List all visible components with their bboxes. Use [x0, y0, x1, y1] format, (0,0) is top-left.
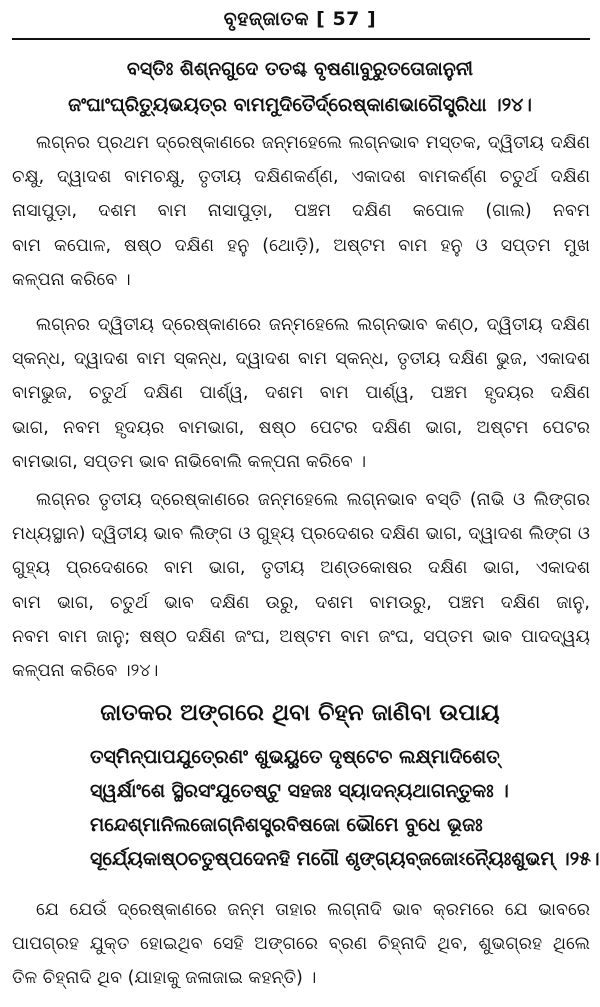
- text-line: ବାମ କପୋଳ, ଷଷ୍ଠ ଦକ୍ଷିଣ ହନୁ (ଥୋଡ଼ି), ଅଷ୍ଟମ ବାମ ହନୁ ଓ ସପ୍ତମ ମୁଖ: [12, 235, 590, 256]
- text-line: କଳ୍ପନା କରିବେ ।୨୪।: [12, 660, 159, 681]
- verse-line: ମନ୍ଦେଶ୍ମାନିଲଜୋଗ୍ନିଶସ୍ତ୍ରବିଷଜୋ ଭୌମେ ବୁଧେ ଭୂଜଃ: [90, 814, 483, 836]
- text-line: ନବମ ବାମ ଜାନୁ; ଷଷ୍ଠ ଦକ୍ଷିଣ ଜଂଘ, ଅଷ୍ଟମ ବାମ ଜଂଘ, ସପ୍ତମ ଭାବ ପାଦଦ୍ୱୟ: [12, 626, 590, 647]
- page-header: [0, 4, 600, 34]
- verse-line: ବସ୍ତିଃ ଶିଶ୍ନଗୁଦେ ତତଶ୍ଚ ବୃଷଣାବୁରୁତତୋଜାନୁନୀ: [126, 58, 474, 80]
- text-line: ଗୁହ୍ୟ ପ୍ରଦେଶରେ ବାମ ଭାଗ, ତୃତୀୟ ଅଣ୍ଡକୋଷର ଦକ୍ଷିଣ ଭାଗ, ଏକାଦଶ: [12, 558, 590, 579]
- verse-line: ଜଂଘାଂଘ୍ରିତ୍ୟୁଭୟତ୍ର ବାମମୁଦିତୈର୍ଦ୍ରେଷ୍କାଣଭାଗୈସ୍ତ୍ରିଧା ।୨୪।: [68, 94, 532, 116]
- header-divider: [12, 38, 590, 40]
- text-line: ତିଳ ଚିହ୍ନାଦି ଥିବ (ଯାହାକୁ ଜଳାଜାଇ କହନ୍ତି) ।: [12, 968, 317, 989]
- text-line: ଯେ ଯେଉଁ ଦ୍ରେଷ୍କାଣରେ ଜନ୍ମ ତାହାର ଲଗ୍ନାଦି ଭାବ କ୍ରମରେ ଯେ ଭାବରେ: [36, 900, 590, 920]
- text-line: ନାସାପୁଡ଼ା, ଦଶମ ବାମ ନାସାପୁଡ଼ା, ପଞ୍ଚମ ଦକ୍ଷିଣ କପୋଳ (ଗାଲ) ନବମ: [12, 201, 590, 222]
- text-line: ସ୍କନ୍ଧ, ଦ୍ୱାଦଶ ବାମ ସ୍କନ୍ଧ, ଦ୍ୱାଦଶ ବାମ ସ୍କନ୍ଧ, ତୃତୀୟ ଦକ୍ଷିଣ ଭୁଜ, ଏକାଦଶ: [12, 349, 590, 370]
- text-line: ବାମ ଭାଗ, ଚତୁର୍ଥ ଭାବ ଦକ୍ଷିଣ ଉରୁ, ଦଶମ ବାମଉରୁ, ପଞ୍ଚମ ଦକ୍ଷିଣ ଜାନୁ,: [12, 592, 590, 613]
- paragraph-2: [12, 308, 590, 479]
- text-line: ଲଗ୍ନର ଦ୍ୱିତୀୟ ଦ୍ରେଷ୍କାଣରେ ଜନ୍ମହେଲେ ଲଗ୍ନଭାବ କଣ୍ଠ, ଦ୍ୱିତୀୟ ଦକ୍ଷିଣ: [36, 315, 590, 335]
- section-heading: ଜାତକର ଅଙ୍ଗରେ ଥିବା ଚିହ୍ନ ଜାଣିବା ଉପାୟ: [100, 700, 500, 726]
- verse-line: ସ୍ୱର୍କ୍ଷାଂଶେ ସ୍ଥିରସଂଯୁତେଷ୍ଟୁ ସହଜଃ ସ୍ୟାଦନ୍ୟଥାଗନ୍ତୁକଃ ।: [90, 780, 509, 802]
- text-line: କଳ୍ପନା କରିବେ ।: [12, 269, 131, 290]
- page-number: [ 57 ]: [316, 8, 377, 30]
- text-line: ବାମଭୁଜ, ଚତୁର୍ଥ ଦକ୍ଷିଣ ପାର୍ଶ୍ୱ, ଦଶମ ବାମ ପାର୍ଶ୍ୱ, ପଞ୍ଚମ ହୃଦୟର ଦକ୍ଷିଣ: [12, 383, 590, 404]
- verse-line: ତସ୍ମିନ୍‌ପାପଯୁତେ୍ରଣଂ ଶୁଭୟୁତେ ଦୃଷ୍ଟେଚ ଲକ୍ଷ୍ମାଦିଶେତ୍: [90, 746, 500, 768]
- text-line: ବାମଭାଗ, ସପ୍ତମ ଭାବ ନାଭିବୋଲି କଳ୍ପନା କରିବେ ।: [12, 451, 367, 472]
- text-line: ଚକ୍ଷୁ, ଦ୍ୱାଦଶ ବାମଚକ୍ଷୁ, ତୃତୀୟ ଦକ୍ଷିଣକର୍ଣ୍ଣ, ଏକାଦଶ ବାମକର୍ଣ୍ଣ ଚତୁର୍ଥ ଦକ୍ଷିଣ: [12, 167, 590, 188]
- text-line: ମଧ୍ୟସ୍ଥାନ) ଦ୍ୱିତୀୟ ଭାବ ଲିଙ୍ଗ ଓ ଗୁହ୍ୟ ପ୍ରଦେଶର ଦକ୍ଷିଣ ଭାଗ, ଦ୍ୱାଦଶ ଲିଙ୍ଗ ଓ: [12, 524, 590, 545]
- text-line: ଭାଗ, ନବମ ହୃଦୟର ବାମଭାଗ, ଷଷ୍ଠ ପେଟର ଦକ୍ଷିଣ ଭାଗ, ଅଷ୍ଟମ ପେଟର: [12, 417, 590, 438]
- book-title: ବୃହଜ୍ଜାତକ: [223, 8, 310, 30]
- text-line: ଲଗ୍ନର ପ୍ରଥମ ଦ୍ରେଷ୍କାଣରେ ଜନ୍ମହେଲେ ଲଗ୍ନଭାବ ମସ୍ତକ, ଦ୍ୱିତୀୟ ଦକ୍ଷିଣ: [36, 133, 590, 153]
- paragraph-4: [12, 893, 590, 996]
- text-line: ପାପଗ୍ରହ ଯୁକ୍ତ ହୋଇଥିବ ସେହି ଅଙ୍ଗରେ ବ୍ରଣ ଚିହ୍ନାଦି ଥିବ, ଶୁଭଗ୍ରହ ଥିଲେ: [12, 934, 590, 955]
- paragraph-3: [12, 483, 590, 688]
- verse-line: ସୂର୍ଯ୍ୟେକାଷ୍ଠଚତୁଷ୍ପଦେନହି ମଗୌ ଶୃଙ୍ଗ୍ୟବ୍ଜଜୋଽନ୍ୟୈଃଶୁଭମ୍ ।୨୫।: [90, 848, 600, 870]
- text-line: ଲଗ୍ନର ତୃତୀୟ ଦ୍ରେଷ୍କାଣରେ ଜନ୍ମହେଲେ ଲଗ୍ନଭାବ ବସ୍ତି (ନାଭି ଓ ଲିଙ୍ଗର: [36, 490, 590, 510]
- paragraph-1: [12, 126, 590, 297]
